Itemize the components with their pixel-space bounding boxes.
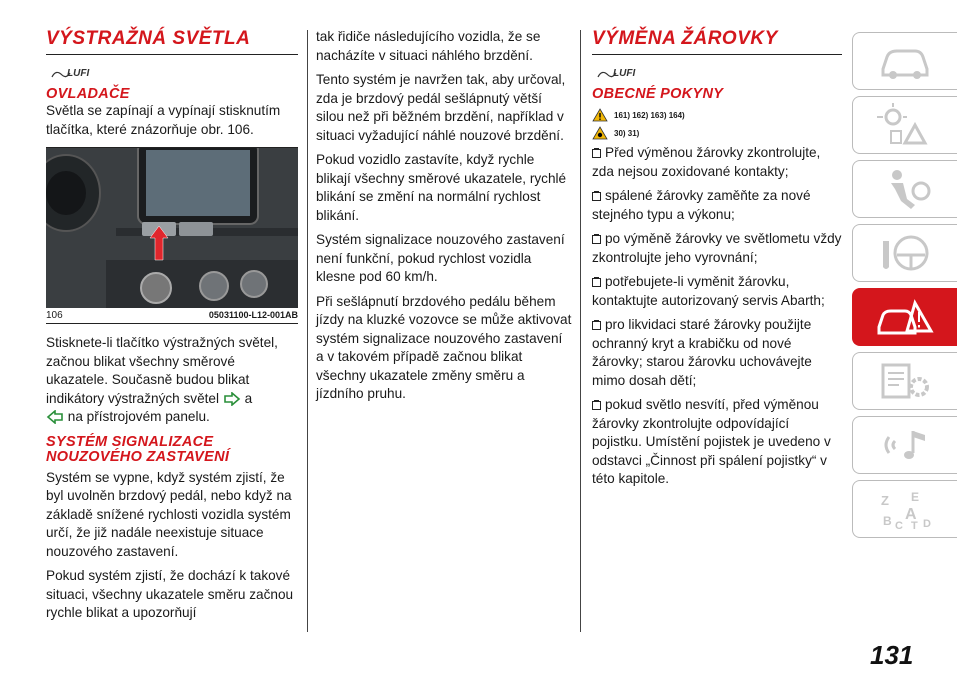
figure-106-photo — [46, 147, 298, 308]
airbag-seat-icon — [875, 167, 935, 211]
emergency-car-icon — [875, 295, 935, 339]
subsection-title-controls: OVLADAČE — [46, 86, 130, 102]
subsection-title-emergency-stop-signal: SYSTÉM SIGNALIZACE NOUZOVÉHO ZASTAVENÍ — [46, 433, 230, 465]
list-item: potřebujete-li vyměnit žárovku, kontaktujte autorizovaný servis Abarth; — [592, 274, 825, 308]
column-divider — [580, 30, 581, 632]
paragraph: Tento systém je navržen tak, aby určoval, zda je brzdový pedál sešlápnutý větší silou než při běžném brzdění, například v situaci vyžadující náhlé nouzové brzdění. — [316, 72, 566, 143]
figure-code: 05031100-L12-001AB — [208, 310, 298, 320]
section-title-hazard-lights: VÝSTRAŽNÁ SVĚTLA — [46, 28, 298, 55]
paragraph: Při sešlápnutí brzdového pedálu během jízdy na kluzké vozovce se může aktivovat systém signalizace nouzového zastavení a v takovém případě začnou blikat všechny ukazatele změny směru a jízdního pruhu. — [316, 293, 572, 401]
car-icon — [875, 39, 935, 83]
section-title-bulb-replacement: VÝMĚNA ŽÁROVKY — [592, 28, 842, 55]
page-number: 131 — [870, 640, 914, 670]
column-right — [592, 28, 842, 495]
paragraph: Stisknete-li tlačítko výstražných světel, začnou blikat všechny směrové ukazatele. Současně budou blikat indikátory výstražných světel a na přístrojovém panelu. — [46, 335, 278, 424]
steering-wheel-icon — [875, 231, 935, 275]
bullet-icon — [592, 320, 601, 330]
list-item: spálené žárovky zaměňte za nové stejného typu a výkonu; — [592, 188, 811, 222]
caution-triangle-icon — [592, 126, 608, 140]
tab-safety[interactable] — [852, 160, 957, 218]
bullet-icon — [592, 400, 601, 410]
svg-text:Z: Z — [881, 493, 889, 508]
figure-number: 106 — [46, 310, 63, 321]
paragraph: Pokud systém zjistí, že dochází k takové situaci, všechny ukazatele směru začnou rychle blikat a upozorňují — [46, 568, 294, 620]
paragraph: Systém signalizace nouzového zastavení není funkční, pokud rychlost vozidla klesne pod 60 km/h. — [316, 232, 565, 284]
figure-caption — [46, 310, 298, 324]
alphabet-index-icon — [875, 487, 935, 531]
list-item: pro likvidaci staré žárovky použijte ochranný kryt a krabičku od nové žárovky; starou žárovku uchovávejte mimo dosah dětí; — [592, 317, 812, 388]
svg-text:LUFI: LUFI — [613, 68, 636, 79]
bullet-icon — [592, 277, 601, 287]
bullet-icon — [592, 148, 601, 158]
paragraph: Systém se vypne, když systém zjistí, že byl uvolněn brzdový pedál, nebo když na základě snížené rychlosti vozidla systém určí, že již nadále neexistuje situace nouzového zastavení. — [46, 469, 292, 559]
svg-text:LUFI: LUFI — [67, 68, 90, 79]
svg-text:A: A — [905, 506, 917, 523]
paragraph: Světla se zapínají a vypínají stisknutím tlačítka, které znázorňuje obr. 106. — [46, 103, 281, 137]
subsection-title-general-instructions: OBECNÉ POKYNY — [592, 86, 724, 102]
svg-text:C: C — [895, 520, 903, 531]
maintenance-icon — [875, 359, 935, 403]
lufi-logo-icon — [50, 63, 96, 83]
bullet-list — [592, 144, 842, 489]
multimedia-icon — [875, 423, 935, 467]
column-divider — [307, 30, 308, 632]
caution-reference: 30) 31) — [592, 126, 842, 140]
hazard-indicator-icon — [223, 392, 241, 406]
lufi-logo-icon — [596, 63, 642, 83]
paragraph: tak řidiče následujícího vozidla, že se nacházíte v situaci náhlého brzdění. — [316, 29, 541, 63]
bullet-icon — [592, 191, 601, 201]
column-middle — [316, 28, 572, 410]
paragraph: Pokud vozidlo zastavíte, když rychle blikají všechny směrové ukazatele, rychlé blikání se změní na normální rychlost blikání. — [316, 152, 567, 223]
column-left — [46, 28, 298, 629]
tab-dashboard-lights[interactable] — [852, 96, 957, 154]
warning-triangle-icon — [592, 108, 608, 122]
list-item: Před výměnou žárovky zkontrolujte, zda nejsou zoxidované kontakty; — [592, 145, 821, 179]
svg-text:T: T — [911, 520, 918, 531]
warning-reference: 161) 162) 163) 164) — [592, 108, 842, 122]
tab-index[interactable] — [852, 480, 957, 538]
hazard-indicator-icon — [46, 410, 64, 424]
tab-car-overview[interactable] — [852, 32, 957, 90]
tab-maintenance[interactable] — [852, 352, 957, 410]
tab-multimedia[interactable] — [852, 416, 957, 474]
svg-text:E: E — [911, 490, 920, 504]
bullet-icon — [592, 234, 601, 244]
svg-text:D: D — [923, 518, 931, 530]
list-item: pokud světlo nesvítí, před výměnou žárovky zkontrolujte odpovídající pojistku. Umístění pojistek je uvedeno v odstavci „Činnost při spálení pojistky“ v této kapitole. — [592, 397, 831, 486]
chapter-tabs — [852, 32, 960, 544]
svg-text:B: B — [883, 514, 892, 528]
tab-starting-driving[interactable] — [852, 224, 957, 282]
tab-in-an-emergency[interactable] — [852, 288, 957, 346]
warning-lights-icon — [875, 103, 935, 147]
list-item: po výměně žárovky ve světlometu vždy zkontrolujte jeho vyrovnání; — [592, 231, 842, 265]
